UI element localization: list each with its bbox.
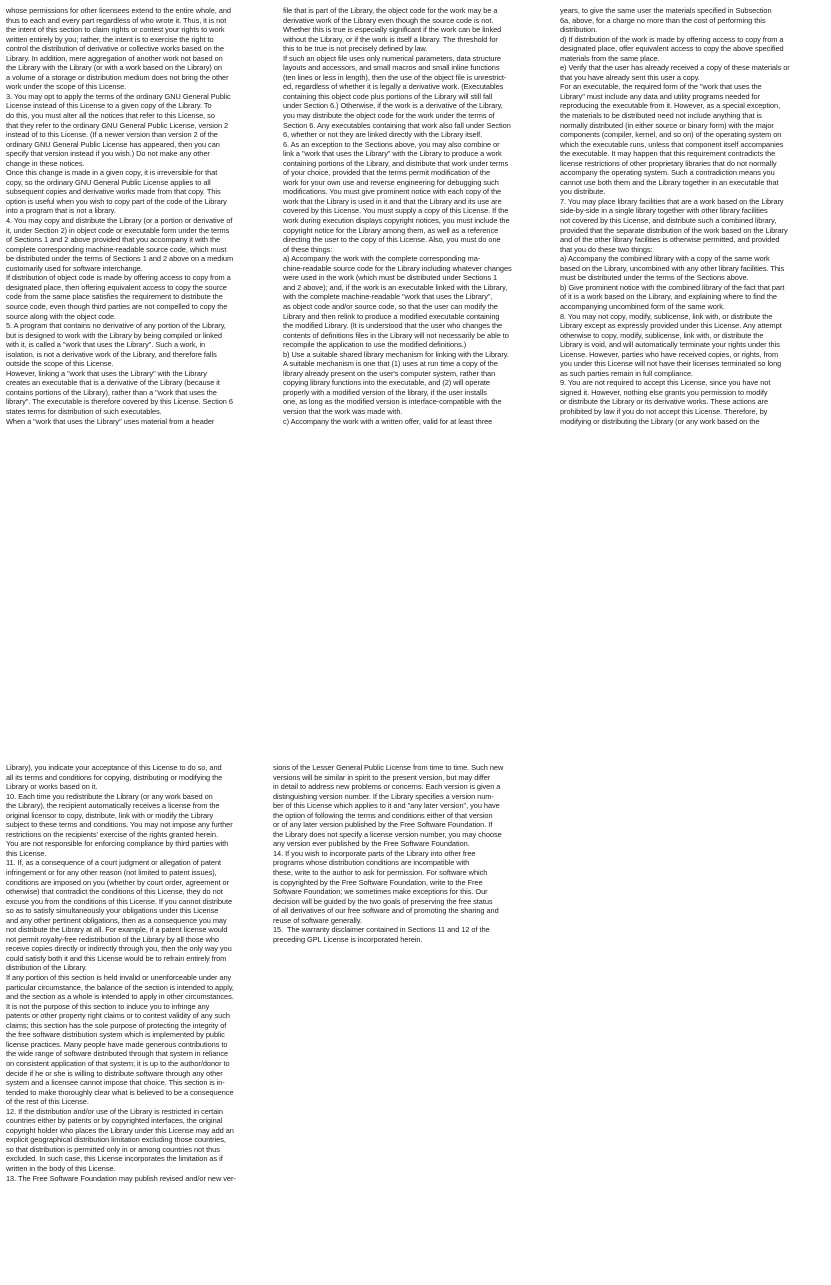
text-line: modifications. You must give prominent notice with each copy of the bbox=[283, 187, 502, 197]
text-line: whose permissions for other licensees extend to the entire whole, and bbox=[6, 6, 231, 15]
text-line: customarily used for software interchange. bbox=[6, 263, 143, 273]
text-line: However, linking a "work that uses the Library" with the Library bbox=[6, 368, 207, 378]
text-line: not distribute the Library at all. For example, if a patent license would bbox=[6, 925, 228, 935]
text-line: system and a licensee cannot impose that choice. This section is in- bbox=[6, 1078, 225, 1088]
text-line: the option of following the terms and conditions either of that version bbox=[273, 810, 493, 820]
text-line: normally distributed (in either source or binary form) with the major bbox=[560, 120, 774, 130]
text-line: contains portions of the Library), rather than a "work that uses the bbox=[6, 387, 217, 397]
text-line: You are not responsible for enforcing compliance by third parties with bbox=[6, 839, 229, 849]
text-line: 3. You may opt to apply the terms of the ordinary GNU General Public bbox=[6, 91, 231, 101]
text-line: of your choice, provided that the terms permit modification of the bbox=[283, 168, 491, 178]
text-line: prohibited by law if you do not accept this License. Therefore, by bbox=[560, 406, 768, 416]
text-line: Whether this is true is especially significant if the work can be linked bbox=[283, 25, 502, 35]
text-line: 9. You are not required to accept this License, since you have not bbox=[560, 378, 771, 388]
text-line: this License. bbox=[6, 848, 47, 858]
text-line: tended to make thoroughly clear what is believed to be a consequence bbox=[6, 1087, 234, 1097]
text-line: thus to each and every part regardless of who wrote it. Thus, it is not bbox=[6, 15, 227, 25]
text-line: of all derivatives of our free software and of promoting the sharing and bbox=[273, 906, 499, 916]
text-line: work under the scope of this License. bbox=[6, 82, 127, 92]
text-line: conditions are imposed on you (whether by court order, agreement or bbox=[6, 877, 230, 887]
text-line: countries either by patents or by copyrighted interfaces, the original bbox=[6, 1116, 223, 1126]
text-line: chine-readable source code for the Library including whatever changes bbox=[283, 263, 512, 273]
text-line: written entirely by you; rather, the intent is to exercise the right to bbox=[6, 34, 214, 44]
text-line: 10. Each time you redistribute the Library (or any work based on bbox=[6, 791, 213, 801]
text-line: subject to these terms and conditions. You may not impose any further bbox=[6, 820, 233, 830]
text-line: so as to satisfy simultaneously your obligations under this License bbox=[6, 906, 219, 916]
text-line: be distributed under the terms of Sections 1 and 2 above on a medium bbox=[6, 254, 234, 264]
text-line: properly with a modified version of the library, if the user installs bbox=[283, 387, 487, 397]
text-line: copying library functions into the executable, and (2) will operate bbox=[283, 378, 490, 388]
text-line: receive copies directly or indirectly through you, then the only way you bbox=[6, 944, 232, 954]
text-line: file that is part of the Library, the object code for the work may be a bbox=[283, 6, 498, 15]
text-line: do this, you must alter all the notices that refer to this License, so bbox=[6, 111, 215, 121]
text-line: not covered by this License, and distribute such a combined library, bbox=[560, 216, 777, 226]
text-line: preceding GPL License is incorporated herein. bbox=[273, 934, 423, 944]
text-line: 6, whether or not they are linked directly with the Library itself. bbox=[283, 130, 483, 140]
text-line: the Library does not specify a license version number, you may choose bbox=[273, 829, 502, 839]
text-line: and of the other library facilities is otherwise permitted, and provided bbox=[560, 235, 780, 245]
text-line: Library" must include any data and utility programs needed for bbox=[560, 91, 761, 101]
text-line: the modified Library. (It is understood that the user who changes the bbox=[283, 321, 503, 331]
text-line: It is not the purpose of this section to induce you to infringe any bbox=[6, 1001, 210, 1011]
text-line: ber of this License which applies to it and "any later version", you have bbox=[273, 801, 500, 811]
text-line: so that distribution is permitted only in or among countries not thus bbox=[6, 1144, 220, 1154]
text-line: original licensor to copy, distribute, link with or modify the Library bbox=[6, 810, 214, 820]
text-line: b) Use a suitable shared library mechanism for linking with the Library. bbox=[283, 349, 509, 359]
text-line: instead of to this License. (If a newer version than version 2 of the bbox=[6, 130, 218, 140]
text-line: accompanying uncombined form of the same work. bbox=[560, 301, 725, 311]
text-line: of it is a work based on the Library, and explaining where to find the bbox=[560, 292, 777, 302]
text-line: programs whose distribution conditions are incompatible with bbox=[273, 858, 470, 868]
text-line: modifying or distributing the Library (or any work based on the bbox=[560, 416, 760, 426]
text-line: complete corresponding machine-readable source code, which must bbox=[6, 244, 227, 254]
text-line: cannot use both them and the Library together in an executable that bbox=[560, 177, 779, 187]
text-line: materials from the same place. bbox=[560, 53, 660, 63]
text-line: with it, is called a "work that uses the Library". Such a work, in bbox=[6, 340, 206, 350]
text-line: specify that version instead if you wish.) Do not make any other bbox=[6, 149, 210, 159]
text-line: source code, even though third parties are not compelled to copy the bbox=[6, 301, 228, 311]
text-line: based on the Library, uncombined with any other library facilities. This bbox=[560, 263, 785, 273]
text-line: without the Library, or if the work is itself a library. The threshold for bbox=[283, 34, 498, 44]
text-line: with the complete machine-readable "work that uses the Library", bbox=[283, 292, 493, 302]
text-line: these, write to the author to ask for permission. For software which bbox=[273, 868, 488, 878]
text-line: on consistent application of that system; it is up to the author/donor to bbox=[6, 1058, 230, 1068]
text-line: and any other pertinent obligations, then as a consequence you may bbox=[6, 915, 227, 925]
text-line: If distribution of object code is made by offering access to copy from a bbox=[6, 273, 231, 283]
text-column-1 bbox=[6, 6, 276, 426]
text-line: a) Accompany the combined library with a copy of the same work bbox=[560, 254, 770, 264]
text-line: change in these notices. bbox=[6, 158, 85, 168]
text-line: patents or other property right claims or to contest validity of any such bbox=[6, 1011, 230, 1021]
text-line: containing this object code plus portions of the Library will still fall bbox=[283, 91, 493, 101]
text-line: library already present on the user's computer system, rather than bbox=[283, 368, 496, 378]
text-line: reuse of software generally. bbox=[273, 915, 362, 925]
text-line: side-by-side in a single library together with other library facilities bbox=[560, 206, 768, 216]
text-line: 5. A program that contains no derivative of any portion of the Library, bbox=[6, 321, 226, 331]
text-line: otherwise to copy, modify, sublicense, link with, or distribute the bbox=[560, 330, 764, 340]
text-line: infringement or for any other reason (not limited to patent issues), bbox=[6, 868, 217, 878]
text-line: you under this License will not have their licenses terminated so long bbox=[560, 359, 782, 369]
text-line: copyright holder who places the Library under this License may add an bbox=[6, 1125, 234, 1135]
text-line: 13. The Free Software Foundation may publish revised and/or new ver- bbox=[6, 1173, 236, 1183]
text-line: restrictions on the recipients' exercise of the rights granted herein. bbox=[6, 829, 218, 839]
text-line: 7. You may place library facilities that are a work based on the Library bbox=[560, 196, 784, 206]
text-line: of Sections 1 and 2 above provided that you accompany it with the bbox=[6, 235, 221, 245]
text-line: a volume of a storage or distribution medium does not bring the other bbox=[6, 72, 229, 82]
text-line: work during execution displays copyright notices, you must include the bbox=[283, 216, 510, 226]
text-line: were used in the work (which must be distributed under Sections 1 bbox=[283, 273, 498, 283]
text-line: could satisfy both it and this License would be to refrain entirely from bbox=[6, 953, 227, 963]
text-line: the free software distribution system which is implemented by public bbox=[6, 1030, 225, 1040]
text-line: copy, so the ordinary GNU General Public License applies to all bbox=[6, 177, 211, 187]
text-line: under Section 6.) Otherwise, if the work is a derivative of the Library, bbox=[283, 101, 503, 111]
text-line: is copyrighted by the Free Software Foundation, write to the Free bbox=[273, 877, 483, 887]
text-line: 6. As an exception to the Sections above, you may also combine or bbox=[283, 139, 500, 149]
text-line: a) Accompany the work with the complete corresponding ma- bbox=[283, 254, 481, 264]
text-line: Section 6. Any executables containing that work also fall under Section bbox=[283, 120, 511, 130]
text-line: particular circumstance, the balance of the section is intended to apply, bbox=[6, 982, 234, 992]
text-line: derivative work of the Library even though the source code is not. bbox=[283, 15, 494, 25]
text-line: 15. The warranty disclaimer contained in Sections 11 and 12 of the bbox=[273, 925, 490, 935]
text-line: Library and then relink to produce a modified executable containing bbox=[283, 311, 500, 321]
text-line: that you do these two things: bbox=[560, 244, 653, 254]
text-line: you may distribute the object code for the work under the terms of bbox=[283, 111, 495, 121]
text-line: excuse you from the conditions of this License. If you cannot distribute bbox=[6, 896, 233, 906]
text-line: explicit geographical distribution limitation excluding those countries, bbox=[6, 1135, 226, 1145]
text-line: all its terms and conditions for copying, distributing or modifying the bbox=[6, 772, 223, 782]
text-line: the wide range of software distributed through that system in reliance bbox=[6, 1049, 229, 1059]
text-line: the executable. It may happen that this requirement contradicts the bbox=[560, 149, 776, 159]
text-line: License instead of this License to a given copy of the Library. To bbox=[6, 101, 212, 111]
text-column-5 bbox=[273, 763, 543, 944]
text-line: versions will be similar in spirit to the present version, but may differ bbox=[273, 772, 491, 782]
text-line: into a program that is not a library. bbox=[6, 206, 116, 216]
text-line: written in the body of this License. bbox=[6, 1163, 116, 1173]
text-line: Library or works based on it. bbox=[6, 782, 98, 792]
text-line: Once this change is made in a given copy, it is irreversible for that bbox=[6, 168, 218, 178]
text-line: as such parties remain in full compliance. bbox=[560, 368, 694, 378]
text-column-2 bbox=[283, 6, 553, 426]
text-line: (ten lines or less in length), then the use of the object file is unrestrict- bbox=[283, 72, 507, 82]
text-line: must be distributed under the terms of the Sections above. bbox=[560, 273, 749, 283]
text-line: isolation, is not a derivative work of the Library, and therefore falls bbox=[6, 349, 217, 359]
text-line: b) Give prominent notice with the combined library of the fact that part bbox=[560, 282, 785, 292]
text-line: link a "work that uses the Library" with the Library to produce a work bbox=[283, 149, 502, 159]
text-column-3 bbox=[560, 6, 828, 426]
text-line: code from the same place satisfies the requirement to distribute the bbox=[6, 292, 223, 302]
text-line: you distribute. bbox=[560, 187, 606, 197]
text-line: 6a, above, for a charge no more than the cost of performing this bbox=[560, 15, 766, 25]
text-line: Library except as expressly provided under this License. Any attempt bbox=[560, 321, 782, 331]
text-line: signed it. However, nothing else grants you permission to modify bbox=[560, 387, 768, 397]
text-line: layouts and accessors, and small macros and small inline functions bbox=[283, 63, 500, 73]
text-line: A suitable mechanism is one that (1) uses at run time a copy of the bbox=[283, 359, 498, 369]
text-line: 14. If you wish to incorporate parts of the Library into other free bbox=[273, 848, 476, 858]
text-line: decision will be guided by the two goals of preserving the free status bbox=[273, 896, 493, 906]
text-line: Library is void, and will automatically terminate your rights under this bbox=[560, 340, 780, 350]
text-line: one, as long as the modified version is interface-compatible with the bbox=[283, 397, 502, 407]
text-line: creates an executable that is a derivative of the Library (because it bbox=[6, 378, 220, 388]
text-line: If any portion of this section is held invalid or unenforceable under any bbox=[6, 973, 232, 983]
text-line: which the executable runs, unless that component itself accompanies bbox=[560, 139, 784, 149]
text-line: 11. If, as a consequence of a court judgment or allegation of patent bbox=[6, 858, 222, 868]
text-line: recompile the application to use the modified definitions.) bbox=[283, 340, 467, 350]
text-line: covered by this License. You must supply a copy of this License. If the bbox=[283, 206, 509, 216]
text-line: otherwise) that contradict the conditions of this License, they do not bbox=[6, 887, 223, 897]
text-line: accompany the operating system. Such a contradiction means you bbox=[560, 168, 775, 178]
text-line: states terms for distribution of such executables. bbox=[6, 406, 162, 416]
text-line: reproducing the executable from it. However, as a special exception, bbox=[560, 101, 781, 111]
text-line: control the distribution of derivative or collective works based on the bbox=[6, 44, 224, 54]
text-line: work for your own use and reverse engineering for debugging such bbox=[283, 177, 499, 187]
text-line: distinguishing version number. If the Library specifies a version num- bbox=[273, 791, 494, 801]
text-line: the materials to be distributed need not include anything that is bbox=[560, 111, 762, 121]
text-line: License. However, parties who have received copies, or rights, from bbox=[560, 349, 779, 359]
text-line: e) Verify that the user has already received a copy of these materials or bbox=[560, 63, 790, 73]
text-line: outside the scope of this License. bbox=[6, 359, 114, 369]
text-column-4 bbox=[6, 763, 276, 1183]
text-line: 8. You may not copy, modify, sublicense, link with, or distribute the bbox=[560, 311, 773, 321]
text-line: the intent of this section to claim rights or contest your rights to work bbox=[6, 25, 225, 35]
text-line: of these things: bbox=[283, 244, 333, 254]
text-line: it, under Section 2) in object code or executable form under the terms bbox=[6, 225, 230, 235]
text-line: c) Accompany the work with a written offer, valid for at least three bbox=[283, 416, 493, 426]
text-line: When a "work that uses the Library" uses material from a header bbox=[6, 416, 215, 426]
text-line: provided that the separate distribution of the work based on the Library bbox=[560, 225, 788, 235]
text-line: If such an object file uses only numerical parameters, data structure bbox=[283, 53, 501, 63]
text-line: this to be true is not precisely defined by law. bbox=[283, 44, 428, 54]
text-line: Software Foundation; we sometimes make exceptions for this. Our bbox=[273, 887, 488, 897]
text-line: decide if he or she is willing to distribute software through any other bbox=[6, 1068, 223, 1078]
text-line: that they refer to the ordinary GNU General Public License, version 2 bbox=[6, 120, 229, 130]
text-line: source along with the object code. bbox=[6, 311, 117, 321]
text-line: Library), you indicate your acceptance of this License to do so, and bbox=[6, 763, 222, 772]
text-line: version that the work was made with. bbox=[283, 406, 403, 416]
text-line: work that the Library is used in it and that the Library and its use are bbox=[283, 196, 502, 206]
text-line: and the section as a whole is intended to apply in other circumstances. bbox=[6, 992, 234, 1002]
text-line: or distribute the Library or its derivative works. These actions are bbox=[560, 397, 769, 407]
text-line: the Library with the Library (or with a work based on the Library) on bbox=[6, 63, 222, 73]
text-line: containing portions of the Library, and distribute that work under terms bbox=[283, 158, 509, 168]
text-line: excluded. In such case, this License incorporates the limitation as if bbox=[6, 1154, 223, 1164]
text-line: but is designed to work with the Library by being compiled or linked bbox=[6, 330, 222, 340]
text-line: any version ever published by the Free Software Foundation. bbox=[273, 839, 470, 849]
text-line: For an executable, the required form of the "work that uses the bbox=[560, 82, 762, 92]
text-line: sions of the Lesser General Public License from time to time. Such new bbox=[273, 763, 504, 772]
text-line: designated place, offer equivalent access to copy the above specified bbox=[560, 44, 784, 54]
text-line: ordinary GNU General Public License has appeared, then you can bbox=[6, 139, 220, 149]
text-line: the Library), the recipient automatically receives a license from the bbox=[6, 801, 220, 811]
text-line: copyright notice for the Library among them, as well as a reference bbox=[283, 225, 499, 235]
text-line: components (compiler, kernel, and so on) of the operating system on bbox=[560, 130, 782, 140]
text-line: Library. In addition, mere aggregation of another work not based on bbox=[6, 53, 223, 63]
text-line: that you have already sent this user a copy. bbox=[560, 72, 700, 82]
text-line: license restrictions of other proprietary libraries that do not normally bbox=[560, 158, 777, 168]
text-line: not permit royalty-free redistribution of the Library by all those who bbox=[6, 934, 219, 944]
text-line: option is useful when you wish to copy part of the code of the Library bbox=[6, 196, 227, 206]
text-line: designated place, then offering equivalent access to copy the source bbox=[6, 282, 227, 292]
text-line: d) If distribution of the work is made by offering access to copy from a bbox=[560, 34, 784, 44]
text-line: of the rest of this License. bbox=[6, 1097, 89, 1107]
text-line: in detail to address new problems or concerns. Each version is given a bbox=[273, 782, 501, 792]
text-line: and 2 above); and, if the work is an executable linked with the Library, bbox=[283, 282, 508, 292]
text-line: library". The executable is therefore covered by this License. Section 6 bbox=[6, 397, 233, 407]
text-line: directing the user to the copy of this License. Also, you must do one bbox=[283, 235, 501, 245]
text-line: license practices. Many people have made generous contributions to bbox=[6, 1039, 228, 1049]
text-line: 12. If the distribution and/or use of the Library is restricted in certain bbox=[6, 1106, 223, 1116]
text-line: ed, regardless of whether it is legally a derivative work. (Executables bbox=[283, 82, 504, 92]
text-line: 4. You may copy and distribute the Library (or a portion or derivative of bbox=[6, 216, 233, 226]
text-line: claims; this section has the sole purpose of protecting the integrity of bbox=[6, 1020, 227, 1030]
text-line: distribution. bbox=[560, 25, 598, 35]
text-line: subsequent copies and derivative works made from that copy. This bbox=[6, 187, 221, 197]
text-line: distribution of the Library. bbox=[6, 963, 88, 973]
text-line: as object code and/or source code, so that the user can modify the bbox=[283, 301, 498, 311]
text-line: years, to give the same user the materials specified in Subsection bbox=[560, 6, 772, 15]
text-line: or of any later version published by the Free Software Foundation. If bbox=[273, 820, 493, 830]
text-line: contents of definitions files in the Library will not necessarily be able to bbox=[283, 330, 509, 340]
